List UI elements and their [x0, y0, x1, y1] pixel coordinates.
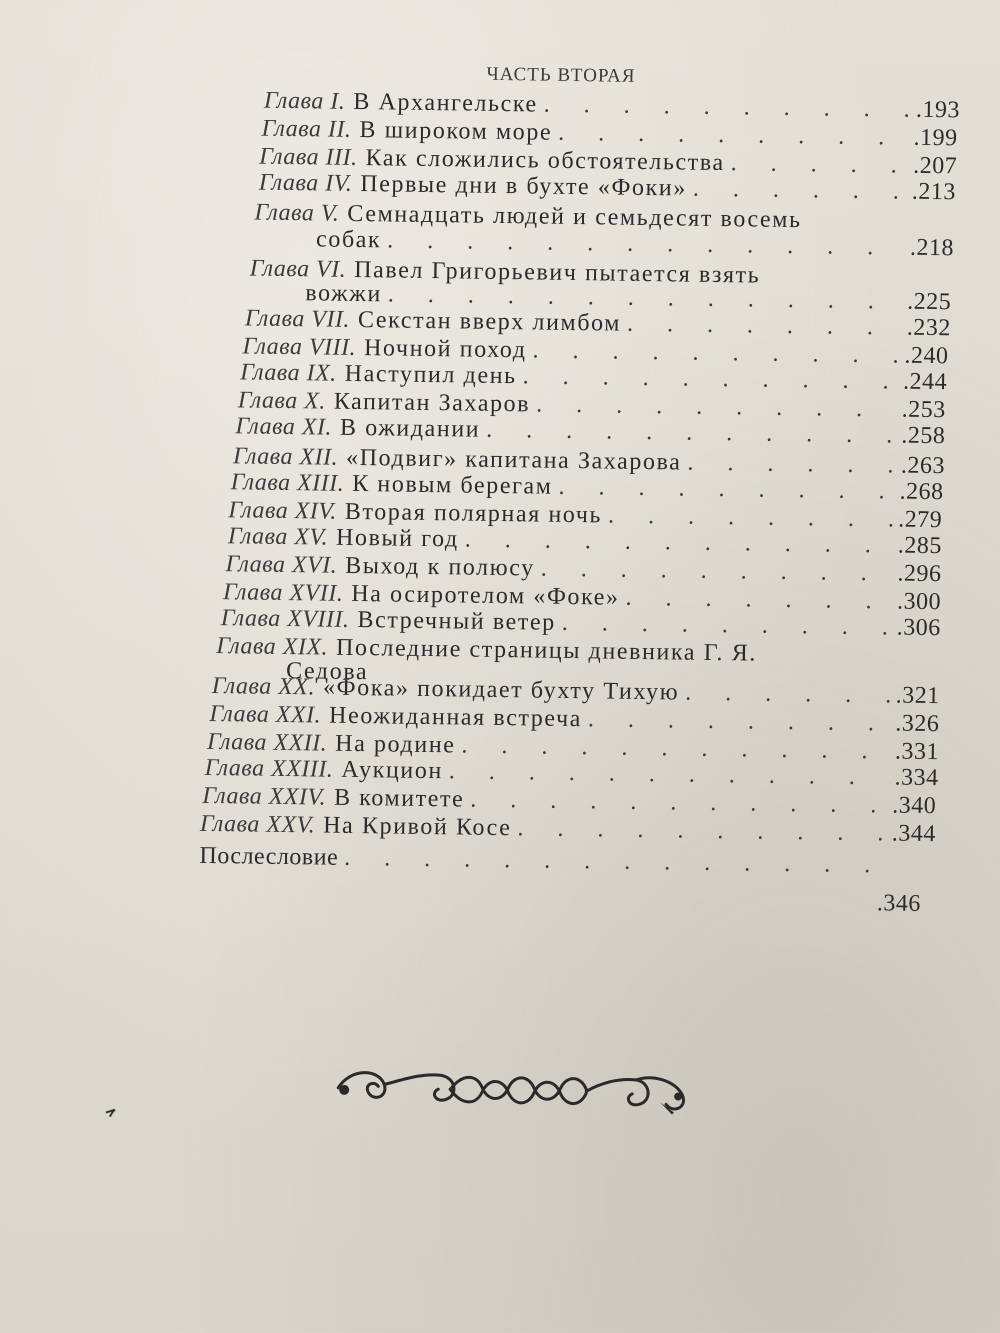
- leader-dots: [693, 175, 908, 206]
- chapter-label: Глава XVI.: [225, 551, 338, 579]
- chapter-label: Глава III.: [259, 143, 358, 171]
- page-number: .225: [907, 288, 952, 316]
- chapter-label: Глава I.: [263, 87, 346, 115]
- chapter-title: Первые дни в бухте «Фоки»: [360, 171, 688, 202]
- page-number: .344: [891, 820, 937, 848]
- chapter-title: Последние страницы дневника Г. Я.: [335, 634, 758, 667]
- chapter-title-cont: собак: [315, 226, 382, 254]
- chapter-label: Глава XVIII.: [220, 605, 350, 633]
- leader-dots: [387, 226, 906, 261]
- chapter-label: Глава XXV.: [199, 810, 316, 839]
- chapter-title-cont: Седова: [285, 658, 369, 686]
- leader-dots: [517, 814, 888, 847]
- ink-speck: [104, 1105, 118, 1119]
- page-number: .285: [897, 532, 943, 560]
- page-number: .240: [904, 342, 949, 370]
- chapter-title: Встречный ветер: [357, 607, 556, 636]
- chapter-title: Как сложились обстоятельства: [365, 145, 725, 177]
- leader-dots: [685, 679, 892, 710]
- page-number: .213: [911, 178, 956, 206]
- chapter-title: Неожиданная встреча: [328, 702, 583, 733]
- page-number: .326: [895, 710, 940, 738]
- chapter-label: Глава XXII.: [206, 728, 328, 757]
- page-number: .321: [895, 682, 940, 710]
- page-number: .193: [915, 96, 961, 124]
- chapter-title-cont: вожжи: [305, 280, 383, 308]
- page-number: .340: [892, 792, 937, 820]
- chapter-title: В Архангельске: [353, 88, 538, 118]
- chapter-title: Ночной поход: [363, 335, 527, 364]
- chapter-label: Глава XVII.: [222, 579, 344, 607]
- toc-entry-afterword: [199, 842, 879, 879]
- chapter-label: Глава XI.: [235, 413, 333, 441]
- page-number: .253: [901, 396, 946, 424]
- chapter-title: На Кривой Косе: [323, 812, 512, 842]
- leader-dots: [486, 416, 898, 450]
- chapter-label: Глава XV.: [227, 523, 329, 551]
- page-number: .279: [898, 506, 943, 534]
- page-number: .268: [899, 478, 944, 506]
- chapter-label: Глава XXIV.: [202, 782, 327, 811]
- chapter-title: На родине: [335, 730, 456, 759]
- leader-dots: [588, 705, 892, 737]
- chapter-title: Семнадцать людей и семьдесят восемь: [347, 200, 802, 234]
- chapter-title: В комитете: [333, 784, 465, 813]
- leader-dots: [344, 844, 876, 879]
- page-number: .244: [902, 368, 948, 396]
- chapter-title: В ожидании: [339, 414, 481, 443]
- chapter-label: Глава VII.: [244, 305, 351, 333]
- chapter-title: Капитан Захаров: [333, 388, 531, 418]
- chapter-title: Павел Григорьевич пытается взять: [354, 256, 761, 289]
- chapter-title: «Подвиг» капитана Захарова: [345, 444, 682, 476]
- chapter-title: На осиротелом «Фоке»: [351, 580, 620, 611]
- part-title: ЧАСТЬ ВТОРАЯ: [486, 63, 636, 87]
- chapter-title: Секстан вверх лимбом: [357, 306, 622, 337]
- chapter-title: «Фока» покидает бухту Тихую: [322, 674, 680, 706]
- chapter-title: В широком море: [359, 117, 553, 146]
- chapter-label: Глава IV.: [258, 169, 353, 197]
- page-number: .300: [896, 588, 942, 616]
- page-number: .334: [894, 764, 939, 792]
- chapter-label: Глава XX.: [211, 672, 316, 701]
- ornament-vignette: [330, 1050, 693, 1125]
- chapter-label: Глава XXIII.: [204, 754, 334, 783]
- chapter-label: Глава XIV.: [228, 497, 338, 525]
- chapter-label: Глава XII.: [232, 443, 339, 471]
- page-number: .263: [900, 452, 946, 480]
- chapter-label: Глава II.: [261, 115, 352, 143]
- chapter-label: Глава VIII.: [242, 333, 357, 361]
- chapter-title: Аукцион: [341, 756, 444, 785]
- chapter-title: Вторая полярная ночь: [344, 498, 603, 529]
- chapter-label: Глава XIX.: [216, 633, 329, 661]
- page-number: .199: [913, 124, 958, 152]
- chapter-title: К новым берегам: [352, 470, 553, 500]
- leader-dots: [627, 310, 903, 342]
- page-number: .218: [909, 234, 955, 262]
- chapter-label: Глава XIII.: [230, 469, 345, 497]
- chapter-label: Глава XXI.: [209, 700, 322, 729]
- page-number: .331: [894, 738, 940, 766]
- chapter-label: Глава VI.: [249, 255, 347, 283]
- chapter-label: Глава IX.: [240, 359, 337, 387]
- afterword-title: Послесловие: [199, 842, 339, 871]
- afterword-page-number: .346: [876, 890, 922, 917]
- chapter-label: Глава X.: [237, 387, 327, 415]
- page-number: .296: [897, 560, 942, 588]
- chapter-title: Наступил день: [344, 360, 517, 390]
- page-number: .232: [906, 314, 952, 342]
- chapter-title: Выход к полюсу: [345, 552, 535, 582]
- chapter-title: Новый год: [335, 524, 460, 553]
- page-number: .306: [896, 614, 941, 642]
- page-number: .207: [912, 152, 958, 180]
- chapter-label: Глава V.: [254, 199, 340, 227]
- page-number: .258: [901, 422, 946, 450]
